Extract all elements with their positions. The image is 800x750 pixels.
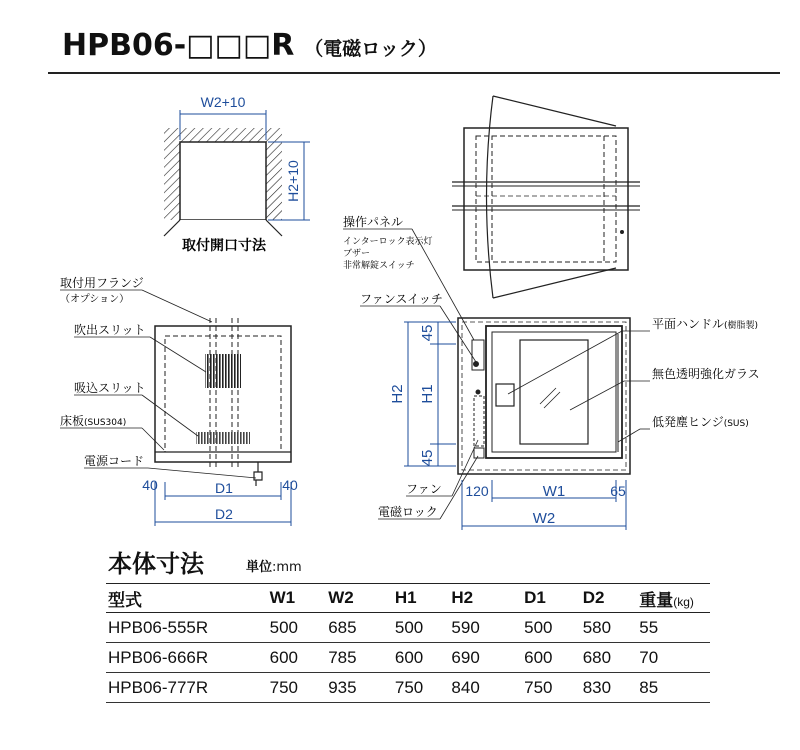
label-inlet-slit: 吸込スリット [74,381,146,395]
cell-d2: 680 [583,643,640,673]
label-floor: 床板(SUS304) [60,414,127,428]
page-subtitle: （電磁ロック） [304,38,437,60]
cell-h2: 690 [451,643,524,673]
header-h1: H1 [395,584,452,613]
opening-caption: 取付開口寸法 [182,238,266,254]
opening-diagram [164,94,310,254]
cell-h2: 590 [451,613,524,643]
dim-front-left: 120 [465,483,489,499]
power-plug-icon [254,462,262,486]
opening-width-dim: W2+10 [200,94,246,110]
dim-front-bottom: 45 [419,449,436,467]
cell-weight: 70 [639,643,710,673]
table-header-row [106,584,710,613]
cell-d1: 750 [524,673,583,703]
front-view-dims [389,322,626,530]
cell-h1: 500 [395,613,452,643]
cell-w2: 685 [328,613,395,643]
dim-h1: H1 [419,384,436,404]
opening-rect [180,142,266,220]
cell-model: HPB06-777R [106,673,270,703]
header-d1: D1 [524,584,583,613]
cell-h1: 750 [395,673,452,703]
label-flange: 取付用フランジ [60,276,144,290]
flat-handle [496,384,514,406]
cell-h1: 600 [395,643,452,673]
label-hinge: 低発塵ヒンジ(SUS) [652,415,749,429]
cell-w1: 750 [270,673,329,703]
cell-model: HPB06-666R [106,643,270,673]
cell-d1: 500 [524,613,583,643]
model-title: HPB06-□□□R [62,28,295,63]
dim-side-left: 40 [142,477,158,493]
dim-w2: W2 [532,510,556,527]
label-glass: 無色透明強化ガラス [652,367,760,381]
table-row [106,613,710,643]
label-flange-option: （オプション） [60,294,130,305]
top-view [452,96,640,298]
em-lock [474,448,484,458]
label-interlock-lamp: インターロック表示灯 [343,237,433,247]
header-model: 型式 [106,584,270,613]
cell-weight: 85 [639,673,710,703]
outlet-slit-graphic [205,354,241,388]
cell-w1: 500 [270,613,329,643]
dim-d1: D1 [215,480,233,496]
dim-front-right: 65 [610,483,626,499]
header-w2: W2 [328,584,395,613]
spec-table [106,583,710,703]
cell-model: HPB06-555R [106,613,270,643]
cell-w2: 785 [328,643,395,673]
label-outlet-slit: 吹出スリット [74,323,146,337]
dim-side-right: 40 [282,477,298,493]
dim-w1: W1 [542,483,566,500]
opening-height-dim: H2+10 [285,160,301,202]
table-row [106,643,710,673]
cell-w2: 935 [328,673,395,703]
dim-h2: H2 [389,384,406,404]
dim-front-top: 45 [419,324,436,342]
cell-d1: 600 [524,643,583,673]
header-h2: H2 [451,584,524,613]
cell-w1: 600 [270,643,329,673]
cell-d2: 580 [583,613,640,643]
header-w1: W1 [270,584,329,613]
header-d2: D2 [583,584,640,613]
cell-weight: 55 [639,613,710,643]
cell-h2: 840 [451,673,524,703]
label-buzzer: ブザー [343,249,371,259]
unit-label: 単位:mm [246,560,302,575]
inlet-slit-graphic [196,432,250,444]
door-frame [486,326,622,458]
side-view-dims [142,477,298,526]
front-view [458,318,630,474]
label-fan: ファン [406,482,442,496]
label-fan-switch: ファンスイッチ [360,292,443,306]
label-em-lock: 電磁ロック [378,505,438,519]
fan [474,396,484,446]
label-emergency-switch: 非常解錠スイッチ [343,261,415,271]
header-weight: 重量(kg) [639,584,710,613]
table-row [106,673,710,703]
cell-d2: 830 [583,673,640,703]
label-handle: 平面ハンドル(樹脂製) [652,317,759,331]
side-view [155,318,291,486]
spec-title: 本体寸法 [108,550,204,578]
label-control-panel: 操作パネル [343,215,404,229]
label-power-cord: 電源コード [84,454,145,468]
dim-d2: D2 [215,506,233,522]
